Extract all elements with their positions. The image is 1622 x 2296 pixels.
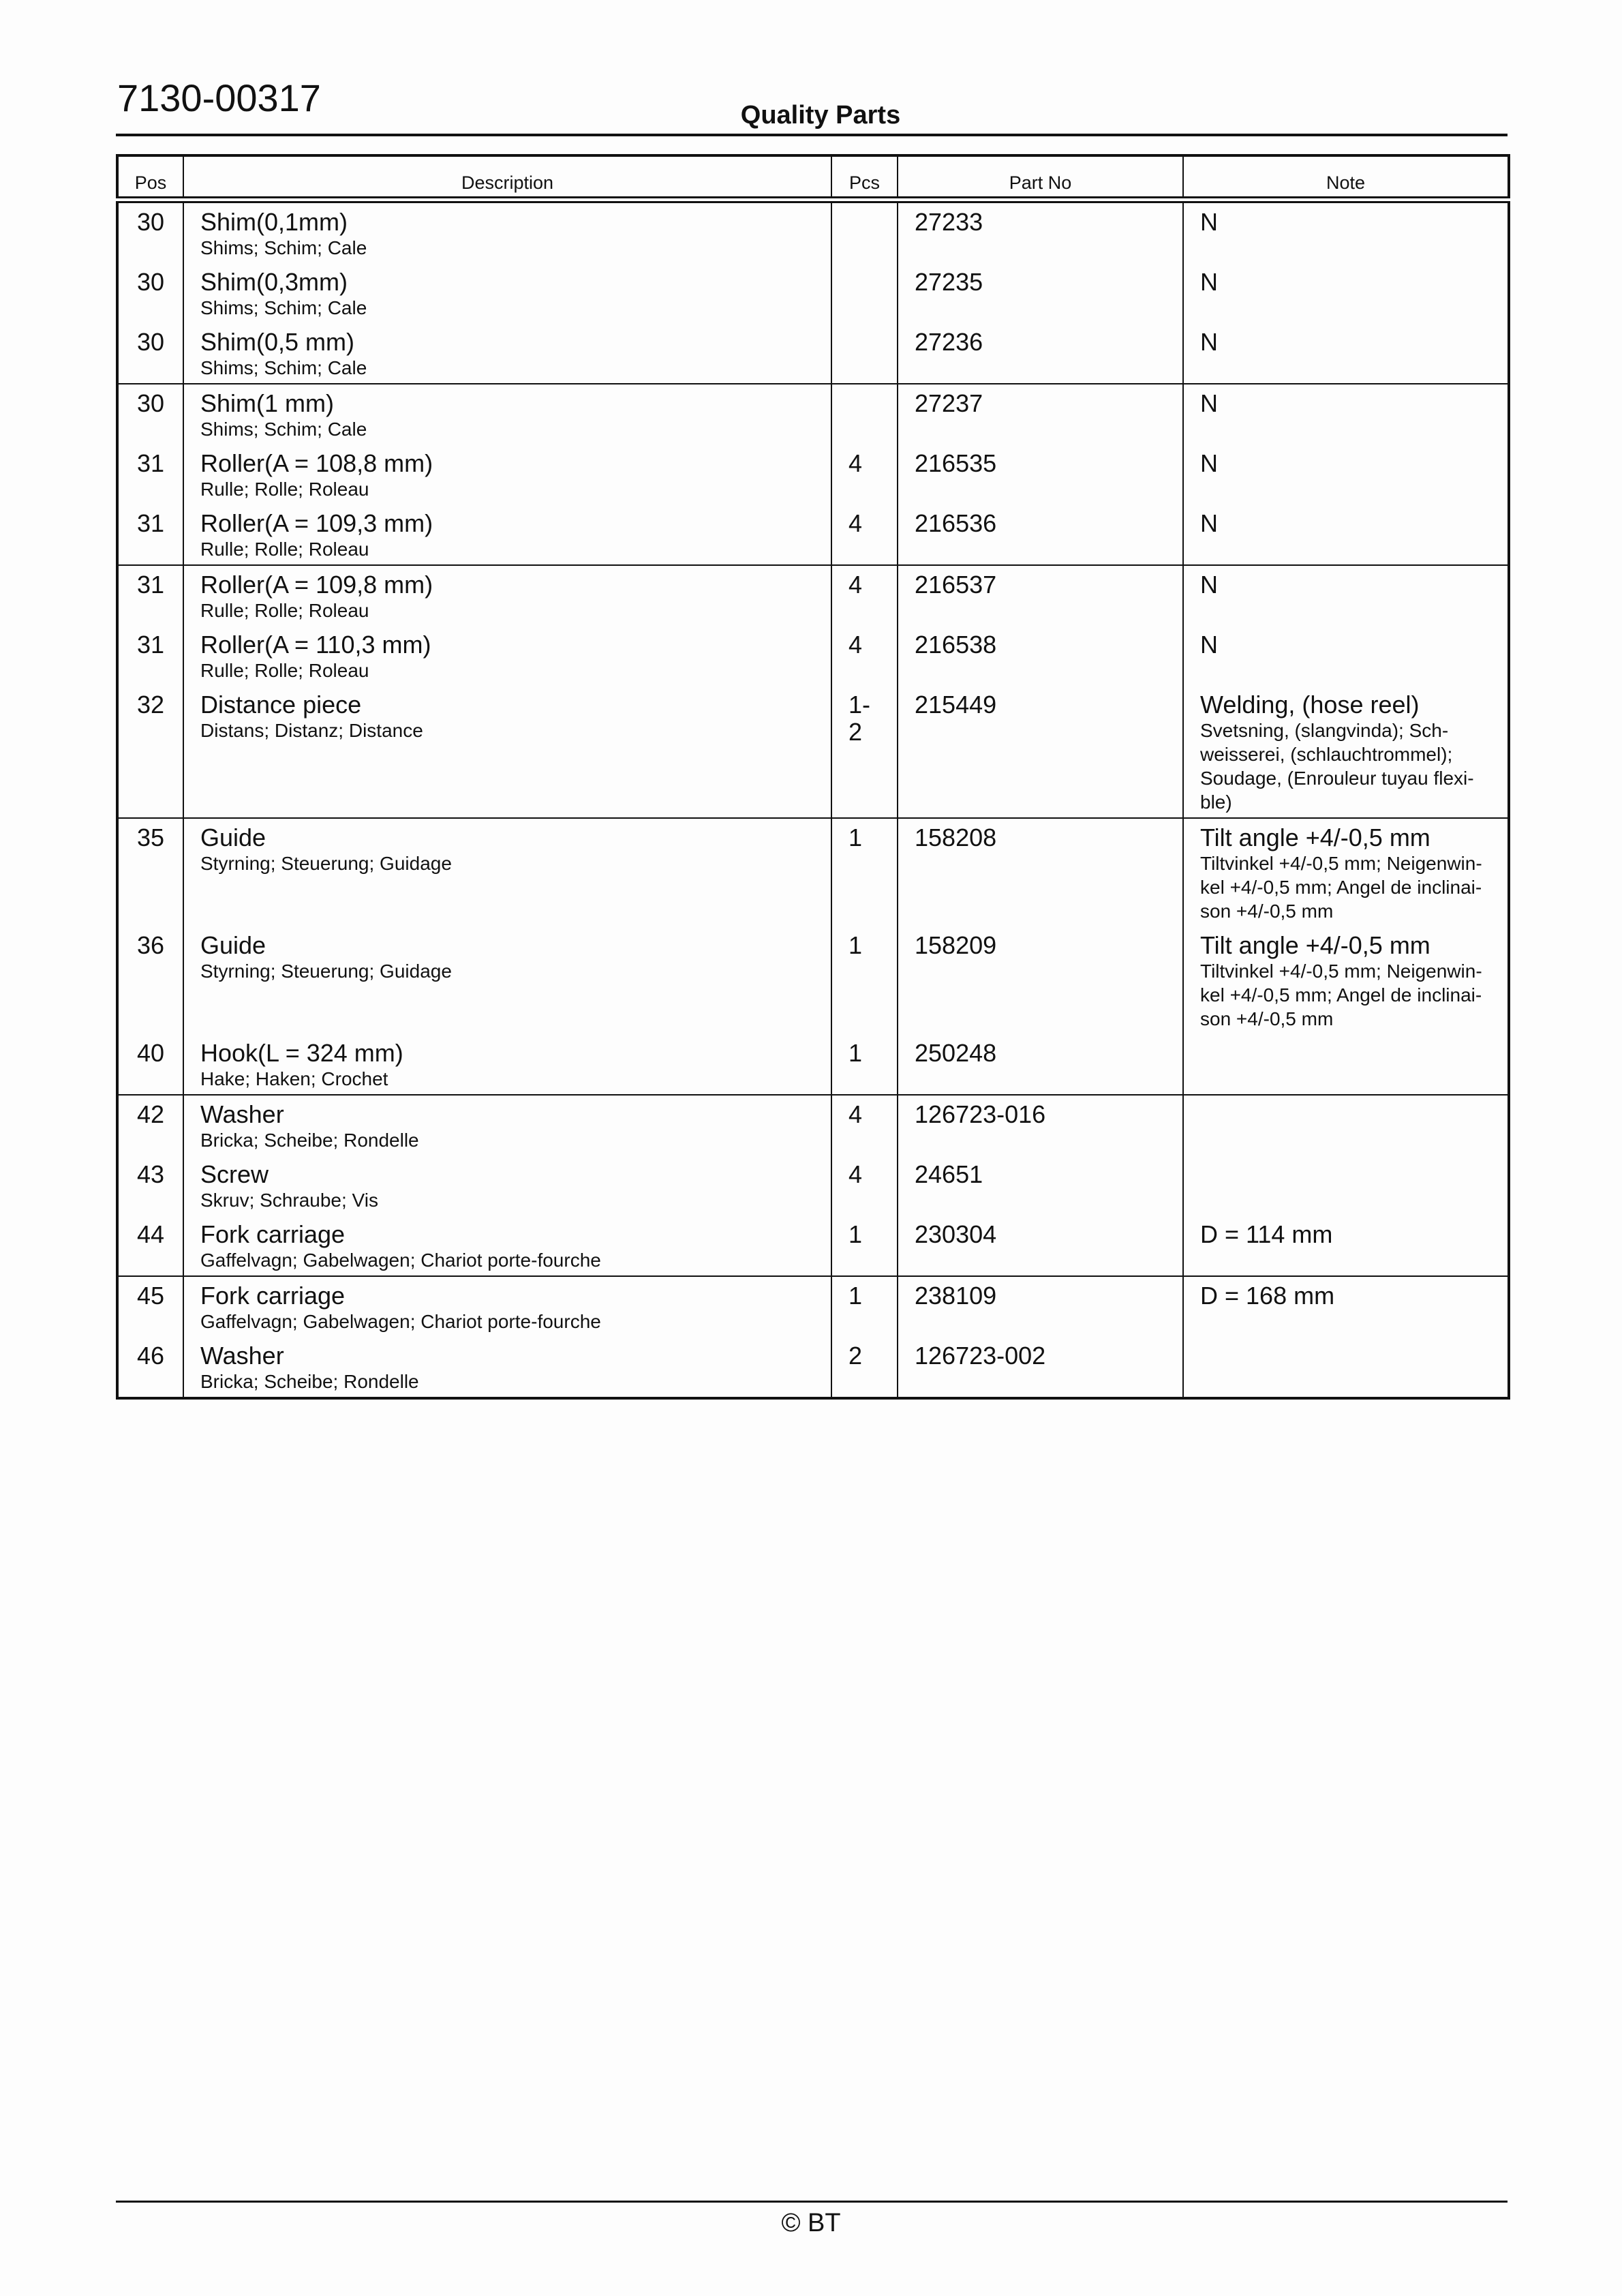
note-translation-line: Svetsning, (slangvinda); Sch-	[1200, 720, 1449, 741]
pos-cell	[117, 565, 183, 626]
note-main: D = 168 mm	[1200, 1282, 1335, 1310]
pcs-value: 1	[848, 1220, 863, 1248]
table-row	[117, 1095, 1509, 1155]
pcs-cell	[831, 565, 898, 626]
pcs-cell	[831, 626, 898, 686]
description-translations: Shims; Schim; Cale	[200, 357, 367, 378]
pcs-cell	[831, 384, 898, 444]
description-main: Washer	[200, 1342, 284, 1370]
part-number: 230304	[915, 1220, 997, 1248]
table-row-group	[117, 200, 1509, 384]
footer-copyright: © BT	[781, 2209, 841, 2237]
table-row	[117, 263, 1509, 323]
description-main: Shim(0,3mm)	[200, 268, 348, 296]
description-translations: Distans; Distanz; Distance	[200, 720, 423, 741]
pcs-value: 1	[848, 824, 863, 851]
description-translations: Shims; Schim; Cale	[200, 419, 367, 440]
note-cell	[1183, 686, 1509, 818]
pcs-value: 4	[848, 449, 863, 477]
pcs-cell	[831, 686, 898, 818]
column-header-note: Note	[1183, 155, 1509, 200]
pos-cell	[117, 1215, 183, 1276]
description-translations: Bricka; Scheibe; Rondelle	[200, 1130, 419, 1151]
table-row	[117, 565, 1509, 626]
column-header-pos: Pos	[117, 155, 183, 200]
description-translations: Skruv; Schraube; Vis	[200, 1190, 378, 1211]
pos-cell	[117, 1095, 183, 1155]
part-number: 215449	[915, 691, 997, 719]
pos-value: 44	[136, 1220, 165, 1248]
description-cell	[183, 200, 831, 263]
description-main: Guide	[200, 824, 266, 851]
description-main: Shim(0,5 mm)	[200, 328, 355, 356]
description-main: Shim(0,1mm)	[200, 208, 348, 236]
description-main: Roller(A = 108,8 mm)	[200, 449, 433, 477]
note-cell	[1183, 926, 1509, 1034]
document-number: 7130-00317	[117, 76, 321, 119]
table-row	[117, 504, 1509, 565]
pcs-cell	[831, 1155, 898, 1215]
part-number: 158208	[915, 824, 997, 851]
part-number: 158209	[915, 931, 997, 959]
note-translation-line: kel +4/-0,5 mm; Angel de inclinai-	[1200, 877, 1482, 898]
pos-value: 42	[136, 1100, 165, 1128]
note-cell	[1183, 1215, 1509, 1276]
description-main: Washer	[200, 1100, 284, 1128]
part-number: 27233	[915, 208, 983, 236]
part-no-cell	[898, 686, 1183, 818]
pcs-cell	[831, 818, 898, 926]
parts-table	[116, 154, 1510, 1400]
table-row-group	[117, 384, 1509, 565]
part-no-cell	[898, 200, 1183, 263]
pcs-value: 1	[848, 1282, 863, 1310]
description-cell	[183, 818, 831, 926]
note-cell	[1183, 504, 1509, 565]
pcs-value: 1	[848, 931, 863, 959]
description-cell	[183, 1276, 831, 1337]
description-main: Roller(A = 110,3 mm)	[200, 631, 431, 659]
pos-value: 30	[136, 328, 165, 356]
part-number: 27235	[915, 268, 983, 296]
description-translations: Rulle; Rolle; Roleau	[200, 600, 369, 621]
pos-value: 45	[136, 1282, 165, 1310]
part-no-cell	[898, 384, 1183, 444]
note-translation-line: Soudage, (Enrouleur tuyau flexi-	[1200, 768, 1474, 789]
description-main: Fork carriage	[200, 1220, 346, 1248]
note-cell	[1183, 1034, 1509, 1095]
description-main: Distance piece	[200, 691, 362, 719]
description-cell	[183, 1155, 831, 1215]
pcs-value: 2	[848, 1342, 863, 1370]
pos-cell	[117, 1337, 183, 1398]
part-no-cell	[898, 626, 1183, 686]
note-cell	[1183, 323, 1509, 384]
pcs-cell	[831, 263, 898, 323]
note-translation-line: son +4/-0,5 mm	[1200, 901, 1334, 922]
table-header-row	[117, 155, 1509, 200]
pcs-value: 1	[848, 1039, 863, 1067]
pos-cell	[117, 818, 183, 926]
note-cell	[1183, 1276, 1509, 1337]
table-row	[117, 200, 1509, 263]
note-cell	[1183, 384, 1509, 444]
note-main: N	[1200, 389, 1218, 417]
note-main: N	[1200, 208, 1218, 236]
description-translations: Bricka; Scheibe; Rondelle	[200, 1371, 419, 1392]
column-header-pcs: Pcs	[831, 155, 898, 200]
description-translations: Styrning; Steuerung; Guidage	[200, 853, 452, 874]
part-number: 238109	[915, 1282, 997, 1310]
pos-cell	[117, 384, 183, 444]
note-main: N	[1200, 328, 1218, 356]
pos-value: 43	[136, 1160, 165, 1188]
part-number: 24651	[915, 1160, 983, 1188]
part-no-cell	[898, 565, 1183, 626]
description-main: Guide	[200, 931, 266, 959]
pcs-value: 1- 2	[848, 691, 871, 746]
note-translation-line: ble)	[1200, 791, 1232, 813]
description-translations: Rulle; Rolle; Roleau	[200, 539, 369, 560]
pcs-cell	[831, 1095, 898, 1155]
description-translations: Rulle; Rolle; Roleau	[200, 479, 369, 500]
description-cell	[183, 1095, 831, 1155]
part-no-cell	[898, 1215, 1183, 1276]
note-main: N	[1200, 571, 1218, 599]
note-cell	[1183, 626, 1509, 686]
description-cell	[183, 444, 831, 504]
part-no-cell	[898, 926, 1183, 1034]
description-cell	[183, 926, 831, 1034]
column-header-part-no: Part No	[898, 155, 1183, 200]
table-row	[117, 1155, 1509, 1215]
pos-value: 31	[136, 449, 165, 477]
table-row	[117, 1034, 1509, 1095]
pos-value: 35	[136, 824, 165, 851]
description-cell	[183, 626, 831, 686]
description-translations: Rulle; Rolle; Roleau	[200, 660, 369, 681]
part-no-cell	[898, 818, 1183, 926]
pos-cell	[117, 1155, 183, 1215]
pos-value: 31	[136, 571, 165, 599]
note-main: Tilt angle +4/-0,5 mm	[1200, 931, 1430, 959]
note-main: Welding, (hose reel)	[1200, 691, 1420, 719]
pos-value: 31	[136, 509, 165, 537]
note-main: N	[1200, 449, 1218, 477]
pos-cell	[117, 686, 183, 818]
description-main: Fork carriage	[200, 1282, 346, 1310]
pcs-cell	[831, 926, 898, 1034]
description-cell	[183, 1215, 831, 1276]
pcs-cell	[831, 1215, 898, 1276]
pcs-value: 4	[848, 571, 863, 599]
pos-value: 30	[136, 268, 165, 296]
column-header-description: Description	[183, 155, 831, 200]
part-number: 27237	[915, 389, 983, 417]
pcs-value: 4	[848, 1160, 863, 1188]
description-translations: Shims; Schim; Cale	[200, 237, 367, 258]
note-cell	[1183, 444, 1509, 504]
pos-cell	[117, 626, 183, 686]
note-translation-line: Tiltvinkel +4/-0,5 mm; Neigenwin-	[1200, 853, 1482, 874]
part-no-cell	[898, 263, 1183, 323]
pcs-value: 4	[848, 509, 863, 537]
note-translation-line: weisserei, (schlauchtrommel);	[1200, 744, 1453, 765]
pcs-value: 4	[848, 631, 863, 659]
description-translations: Hake; Haken; Crochet	[200, 1068, 388, 1089]
description-main: Roller(A = 109,8 mm)	[200, 571, 433, 599]
description-main: Roller(A = 109,3 mm)	[200, 509, 433, 537]
table-row-group	[117, 1276, 1509, 1398]
part-no-cell	[898, 1276, 1183, 1337]
pos-cell	[117, 444, 183, 504]
description-main: Hook(L = 324 mm)	[200, 1039, 403, 1067]
table-row	[117, 686, 1509, 818]
part-number: 250248	[915, 1039, 997, 1067]
pos-value: 46	[136, 1342, 165, 1370]
footer-divider	[116, 2201, 1508, 2203]
part-no-cell	[898, 1095, 1183, 1155]
note-cell	[1183, 1155, 1509, 1215]
pos-value: 30	[136, 208, 165, 236]
table-row	[117, 444, 1509, 504]
description-cell	[183, 263, 831, 323]
table-row	[117, 626, 1509, 686]
note-translation-line: Tiltvinkel +4/-0,5 mm; Neigenwin-	[1200, 961, 1482, 982]
pos-cell	[117, 504, 183, 565]
table-row	[117, 1337, 1509, 1398]
description-main: Shim(1 mm)	[200, 389, 334, 417]
pos-value: 40	[136, 1039, 165, 1067]
part-number: 126723-016	[915, 1100, 1046, 1128]
table-row	[117, 1276, 1509, 1337]
description-translations: Styrning; Steuerung; Guidage	[200, 961, 452, 982]
pos-cell	[117, 1276, 183, 1337]
pcs-cell	[831, 1276, 898, 1337]
note-translation-line: son +4/-0,5 mm	[1200, 1008, 1334, 1029]
pcs-cell	[831, 504, 898, 565]
pos-cell	[117, 263, 183, 323]
table-row-group	[117, 818, 1509, 1095]
header-divider	[116, 134, 1508, 136]
pos-cell	[117, 200, 183, 263]
note-cell	[1183, 818, 1509, 926]
description-cell	[183, 1034, 831, 1095]
pos-cell	[117, 926, 183, 1034]
part-no-cell	[898, 1155, 1183, 1215]
part-no-cell	[898, 504, 1183, 565]
table-row	[117, 1215, 1509, 1276]
note-main: Tilt angle +4/-0,5 mm	[1200, 824, 1430, 851]
part-number: 216537	[915, 571, 997, 599]
part-number: 216535	[915, 449, 997, 477]
table-row-group	[117, 1095, 1509, 1276]
description-main: Screw	[200, 1160, 269, 1188]
pcs-value: 4	[848, 1100, 863, 1128]
pcs-cell	[831, 200, 898, 263]
table-row-group	[117, 565, 1509, 818]
pcs-cell	[831, 1034, 898, 1095]
table-row	[117, 323, 1509, 384]
table-row	[117, 384, 1509, 444]
page-title: Quality Parts	[740, 101, 901, 130]
pos-value: 36	[136, 931, 165, 959]
pcs-cell	[831, 323, 898, 384]
part-number: 27236	[915, 328, 983, 356]
pcs-cell	[831, 444, 898, 504]
pos-value: 31	[136, 631, 165, 659]
pcs-cell	[831, 1337, 898, 1398]
part-number: 216536	[915, 509, 997, 537]
part-no-cell	[898, 1337, 1183, 1398]
note-cell	[1183, 263, 1509, 323]
description-translations: Gaffelvagn; Gabelwagen; Chariot porte-fourche	[200, 1250, 601, 1271]
pos-cell	[117, 323, 183, 384]
part-number: 216538	[915, 631, 997, 659]
description-cell	[183, 1337, 831, 1398]
table-row	[117, 926, 1509, 1034]
note-translation-line: kel +4/-0,5 mm; Angel de inclinai-	[1200, 984, 1482, 1006]
note-cell	[1183, 1095, 1509, 1155]
description-translations: Gaffelvagn; Gabelwagen; Chariot porte-fourche	[200, 1311, 601, 1332]
description-translations: Shims; Schim; Cale	[200, 297, 367, 318]
table-row	[117, 818, 1509, 926]
part-no-cell	[898, 323, 1183, 384]
note-main: N	[1200, 509, 1218, 537]
note-cell	[1183, 565, 1509, 626]
pos-value: 30	[136, 389, 165, 417]
note-main: N	[1200, 268, 1218, 296]
note-cell	[1183, 200, 1509, 263]
description-cell	[183, 686, 831, 818]
part-number: 126723-002	[915, 1342, 1046, 1370]
note-main: N	[1200, 631, 1218, 659]
description-cell	[183, 384, 831, 444]
pos-cell	[117, 1034, 183, 1095]
description-cell	[183, 323, 831, 384]
note-main: D = 114 mm	[1200, 1220, 1333, 1248]
description-cell	[183, 565, 831, 626]
pos-value: 32	[136, 691, 165, 719]
part-no-cell	[898, 444, 1183, 504]
part-no-cell	[898, 1034, 1183, 1095]
note-cell	[1183, 1337, 1509, 1398]
description-cell	[183, 504, 831, 565]
